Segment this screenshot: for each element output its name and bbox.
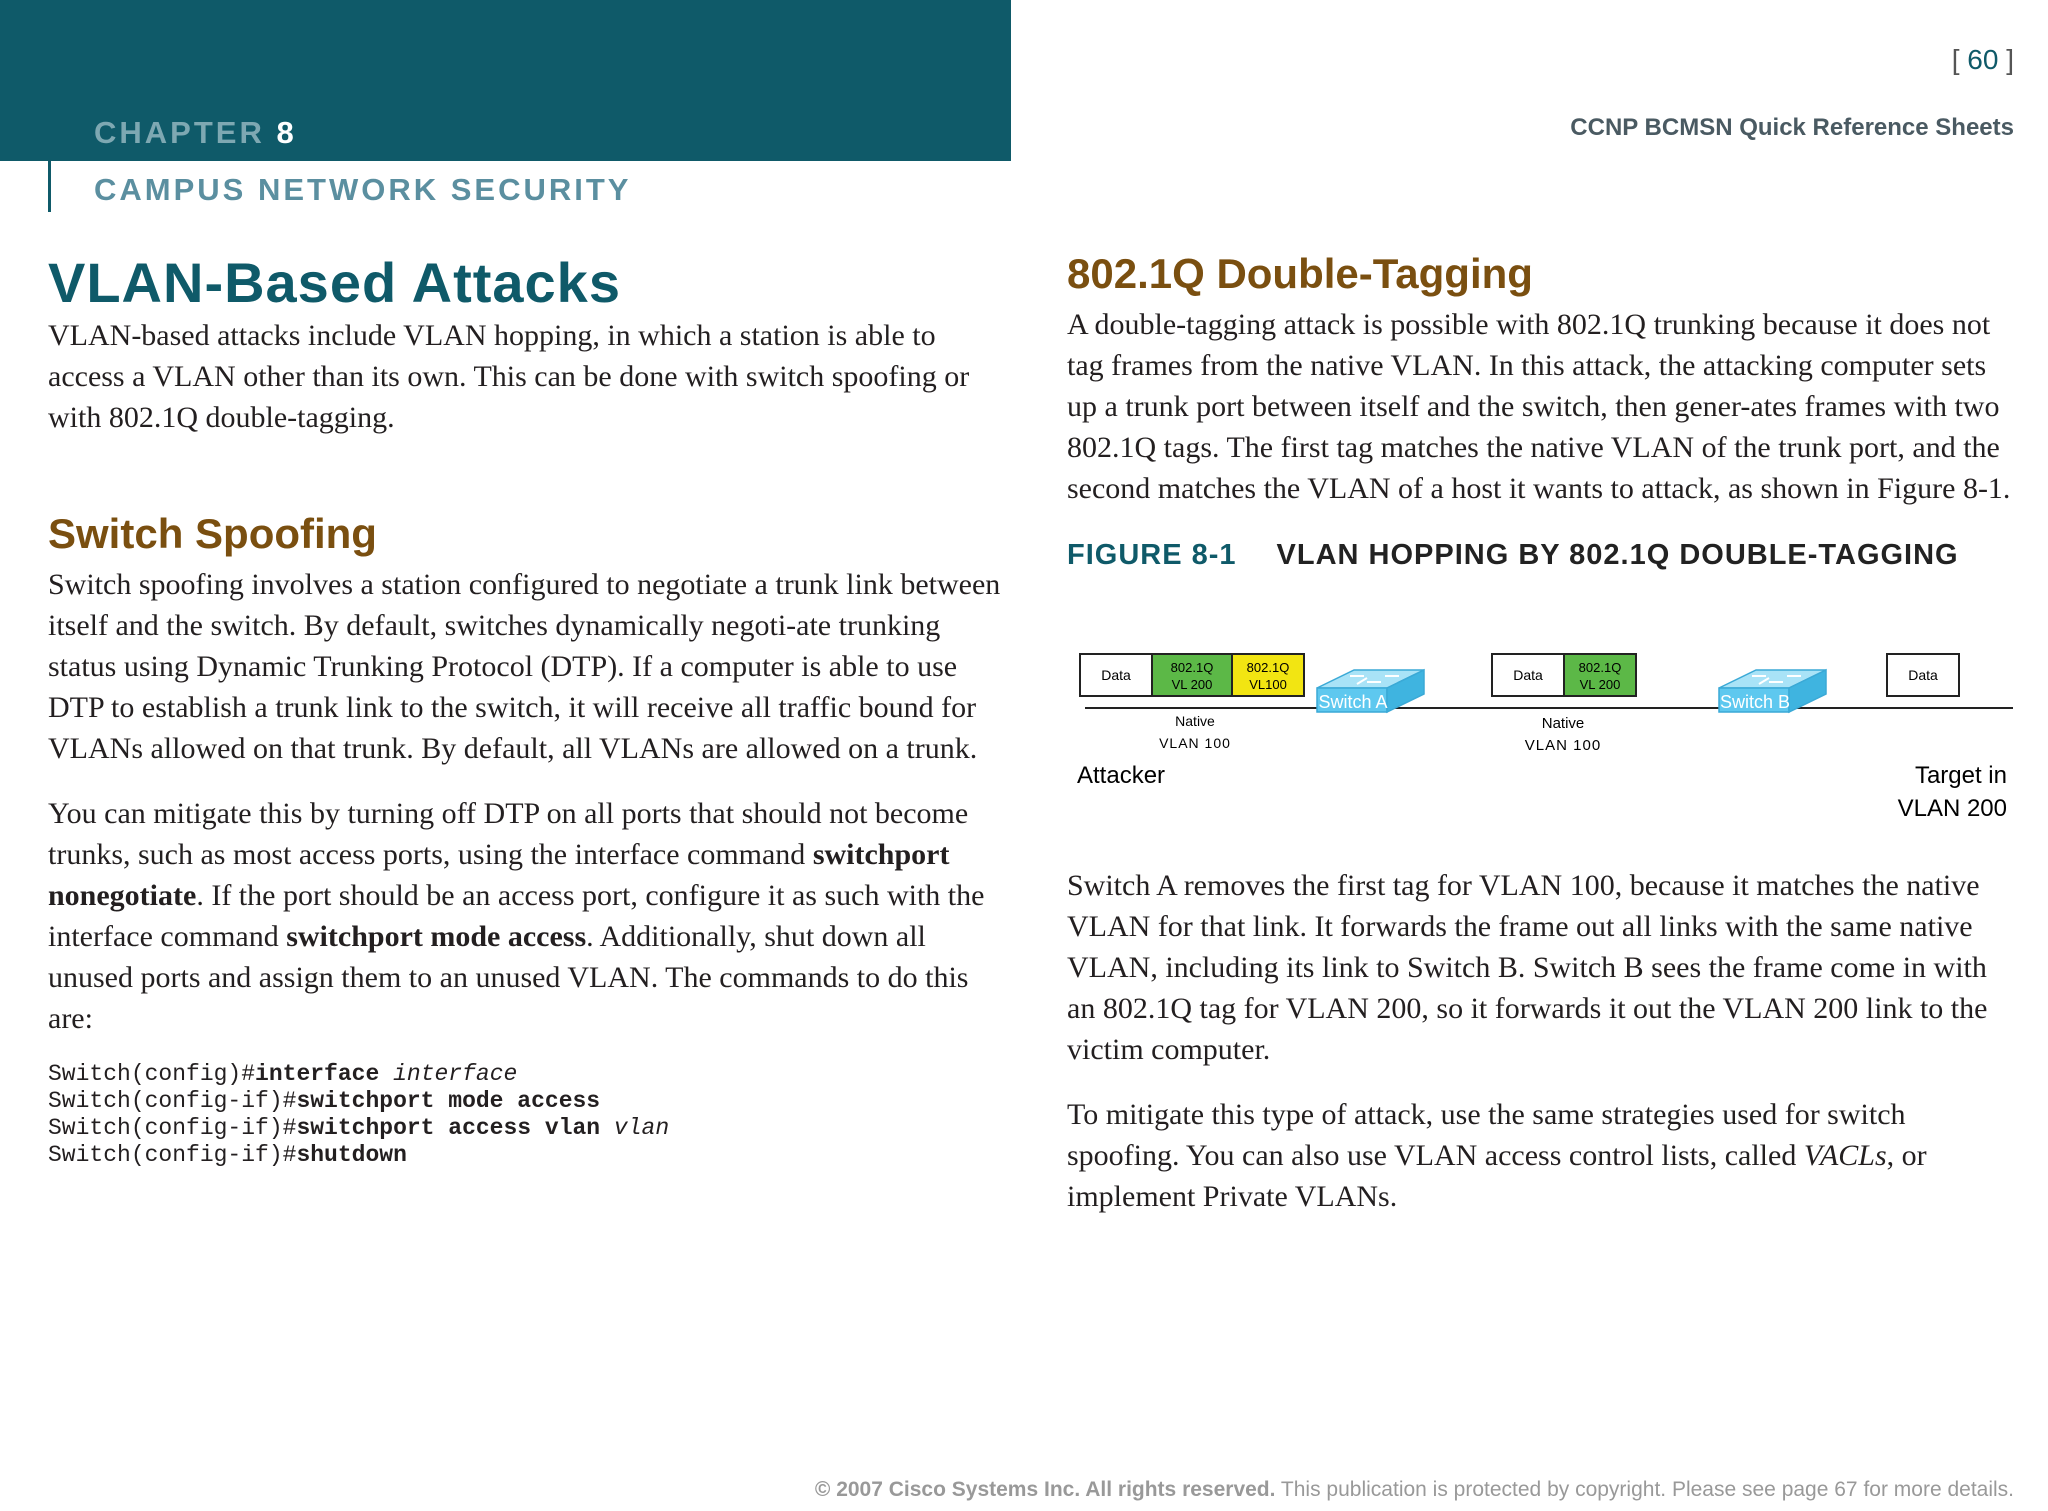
command-nonegotiate: switchport nonegotiate	[48, 838, 950, 912]
left-column	[48, 250, 1008, 1169]
code-line: Switch(config-if)#switchport mode access	[48, 1088, 601, 1114]
spoofing-paragraph-2: You can mitigate this by turning off DTP on all ports that should not become trunks, such as most access ports, using the interface command switchport nonegotiate. If the port should be an access port, configure it as such with the interface command switchport mode access. Additionally, shut down all unused ports and assign them to an unused VLAN. The commands to do this are:	[48, 797, 985, 1035]
vlan-hopping-figure	[1067, 640, 2013, 840]
header-rule	[48, 0, 51, 212]
code-line: Switch(config-if)#switchport access vlan vlan	[48, 1115, 670, 1141]
figure-label: FIGURE 8-1	[1067, 539, 1237, 571]
target-label-line2: VLAN 200	[1897, 795, 2007, 822]
command-mode-access: switchport mode access	[286, 920, 587, 953]
figure-title: VLAN HOPPING BY 802.1Q DOUBLE-TAGGING	[1276, 539, 1959, 571]
code-line: Switch(config)#interface interface	[48, 1061, 518, 1087]
double-tagging-paragraph-2: Switch A removes the first tag for VLAN 100, because it matches the native VLAN for that link. It forwards the frame out all links with the same native VLAN, including its link to Switch B. Switch B sees the frame come in with an 802.1Q tag for VLAN 200, so it forwards it out the VLAN 200 link to the victim computer.	[1067, 869, 1988, 1066]
frame1-tag1-line2: VL 200	[1171, 677, 1213, 692]
right-column	[1067, 250, 2012, 572]
frame2-tag-line2: VL 200	[1579, 677, 1621, 692]
link1-vlan-label: VLAN 100	[1159, 735, 1231, 751]
section-title: CAMPUS NETWORK SECURITY	[94, 172, 632, 207]
frame2-tag-line1: 802.1Q	[1578, 660, 1622, 675]
link2-native-label: Native	[1541, 715, 1585, 732]
double-tagging-paragraph-3: To mitigate this type of attack, use the same strategies used for switch spoofing. You can also use VLAN access control lists, called VACLs, or implement Private VLANs.	[1067, 1098, 1927, 1213]
frame2-data-label: Data	[1513, 667, 1543, 683]
copyright-footer: © 2007 Cisco Systems Inc. All rights reserved. This publication is protected by copyright. Please see page 67 for more details.	[814, 1478, 2014, 1501]
spoofing-paragraph-1: Switch spoofing involves a station configured to negotiate a trunk link between itself and the switch. By default, switches dynamically negoti-ate trunking status using Dynamic Trunking Protocol (DTP). If a computer is able to use DTP to establish a trunk link to the switch, it will receive all traffic bound for VLANs allowed on that trunk. By default, all VLANs are allowed on a trunk.	[48, 568, 1001, 765]
switch-b-label: Switch B	[1719, 692, 1791, 712]
double-tagging-heading: 802.1Q Double-Tagging	[1067, 250, 1533, 297]
chapter-number: 8	[276, 115, 297, 150]
vacls-term: VACLs	[1803, 1139, 1887, 1172]
frame1-tag1-line1: 802.1Q	[1170, 660, 1214, 675]
intro-paragraph: VLAN-based attacks include VLAN hopping, in which a station is able to access a VLAN other than its own. This can be done with switch spoofing or with 802.1Q double-tagging.	[48, 319, 970, 434]
switch-spoofing-heading: Switch Spoofing	[48, 510, 377, 557]
frame3-data-label: Data	[1908, 667, 1938, 683]
attacker-label: Attacker	[1077, 762, 1166, 789]
right-column-lower	[1067, 865, 2012, 1217]
chapter-label: CHAPTER 8	[94, 115, 297, 150]
link2-vlan-label: VLAN 100	[1524, 737, 1602, 754]
frame1-data-label: Data	[1101, 667, 1131, 683]
switch-a-label: Switch A	[1318, 692, 1388, 712]
page-title: VLAN-Based Attacks	[48, 251, 621, 314]
config-code-block	[48, 1061, 1008, 1169]
frame1-tag2-line2: VL100	[1249, 677, 1287, 692]
code-line: Switch(config-if)#shutdown	[48, 1142, 407, 1168]
book-title: CCNP BCMSN Quick Reference Sheets	[1570, 114, 2014, 141]
link1-native-label: Native	[1175, 713, 1215, 729]
double-tagging-paragraph-1: A double-tagging attack is possible with 802.1Q trunking because it does not tag frames from the native VLAN. In this attack, the attacking computer sets up a trunk port between itself and the switch, then gener-ates frames with two 802.1Q tags. The first tag matches the native VLAN of the trunk port, and the second matches the VLAN of a host it wants to attack, as shown in Figure 8-1.	[1067, 308, 2011, 505]
page-number: [ 60 ]	[1951, 44, 2014, 75]
target-label-line1: Target in	[1914, 762, 2007, 789]
figure-caption	[1067, 539, 2012, 572]
frame1-tag2-line1: 802.1Q	[1246, 660, 1290, 675]
